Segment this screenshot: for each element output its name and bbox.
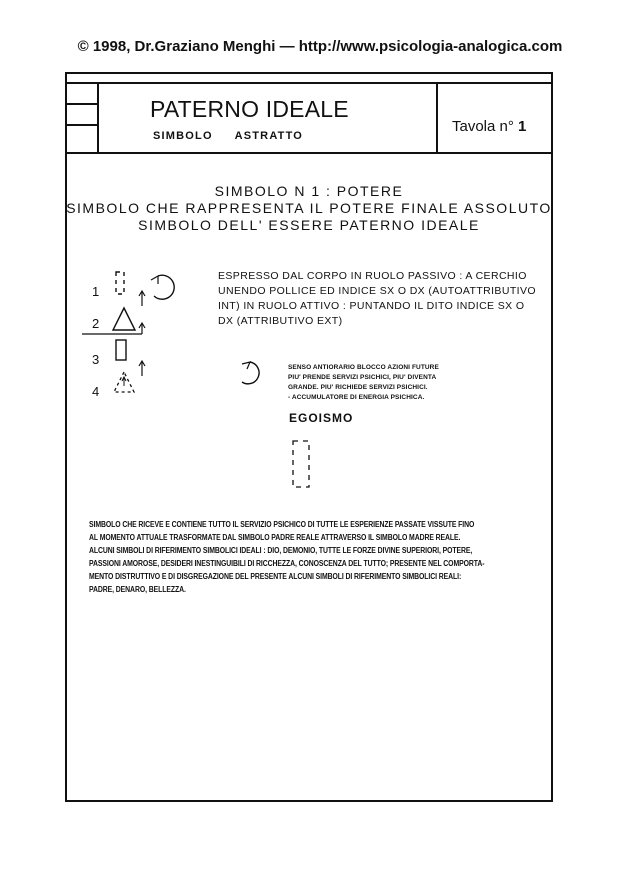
symbol-label-3: 3 — [92, 352, 100, 367]
senso-line-1: SENSO ANTIORARIO BLOCCO AZIONI FUTURE — [288, 364, 439, 371]
bottom-line-5: MENTO DISTRUTTIVO E DI DISGREGAZIONE DEL PRESENTE ALCUNI SIMBOLI DI RIFERIMENTO SIMBOLICI REALI: — [89, 572, 462, 581]
egoismo-label: EGOISMO — [289, 411, 354, 425]
symbol-label-2: 2 — [92, 316, 100, 331]
arrow-up-icon — [139, 323, 145, 334]
arrow-up-icon — [122, 377, 126, 386]
header-left-rule-1 — [65, 103, 97, 105]
counterclockwise-arrow-icon — [151, 275, 174, 299]
espresso-line-2: UNENDO POLLICE ED INDICE SX O DX (AUTOATTRIBUTIVO — [218, 285, 536, 297]
rectangle-icon — [116, 340, 126, 360]
header-divider-left — [97, 82, 99, 154]
header-left-rule-2 — [65, 124, 97, 126]
tavola-number: 1 — [518, 118, 527, 135]
arrow-up-icon — [139, 361, 145, 376]
bottom-line-3: ALCUNI SIMBOLI DI RIFERIMENTO SIMBOLICI IDEALI : DIO, DEMONIO, TUTTE LE FORZE DIVINE SUPERIORI, POTERE, — [89, 546, 473, 555]
symbol-label-4: 4 — [92, 384, 100, 399]
senso-line-3: GRANDE. PIU' RICHIEDE SERVIZI PSICHICI. — [288, 384, 428, 391]
espresso-line-3: INT) IN RUOLO ATTIVO : PUNTANDO IL DITO INDICE SX O — [218, 300, 525, 312]
counterclockwise-arrow-icon — [236, 358, 272, 390]
arrow-up-icon — [139, 291, 145, 306]
triangle-icon — [113, 308, 135, 330]
tavola-text: Tavola n° — [452, 118, 514, 135]
page-title: PATERNO IDEALE — [150, 96, 349, 122]
page-frame — [65, 72, 553, 802]
header-divider-right — [436, 82, 438, 154]
symbol-label-1: 1 — [92, 284, 100, 299]
espresso-line-4: DX (ATTRIBUTIVO EXT) — [218, 315, 343, 327]
dashed-rectangle-icon — [290, 438, 314, 490]
copyright-line: © 1998, Dr.Graziano Menghi — http://www.psicologia-analogica.com — [77, 38, 563, 55]
heading-line-2: SIMBOLO CHE RAPPRESENTA IL POTERE FINALE ASSOLUTO — [66, 200, 552, 216]
page-subtitle: SIMBOLO ASTRATTO — [153, 130, 304, 142]
senso-line-2: PIU' PRENDE SERVIZI PSICHICI, PIU' DIVENTA — [288, 374, 437, 381]
heading-line-1: SIMBOLO N 1 : POTERE — [214, 183, 404, 199]
bottom-line-6: PADRE, DENARO, BELLEZZA. — [89, 585, 186, 594]
bottom-line-2: AL MOMENTO ATTUALE TRASFORMATE DAL SIMBOLO PADRE REALE ATTRAVERSO IL SIMBOLO MADRE REALE. — [89, 533, 461, 542]
bottom-line-4: PASSIONI AMOROSE, DESIDERI INESTINGUIBILI DI RICCHEZZA, CONOSCENZA DEL TUTTO; PRESENTE NEL COMPORTA- — [89, 559, 485, 568]
dashed-rectangle-icon — [116, 272, 124, 294]
espresso-line-1: ESPRESSO DAL CORPO IN RUOLO PASSIVO : A CERCHIO — [218, 270, 527, 282]
heading-line-3: SIMBOLO DELL' ESSERE PATERNO IDEALE — [138, 217, 480, 233]
bottom-line-1: SIMBOLO CHE RICEVE E CONTIENE TUTTO IL SERVIZIO PSICHICO DI TUTTE LE ESPERIENZE PASSATE VISSUTE FINO — [89, 520, 475, 529]
tavola-label — [452, 118, 526, 135]
senso-line-4: - ACCUMULATORE DI ENERGIA PSICHICA. — [288, 394, 425, 401]
